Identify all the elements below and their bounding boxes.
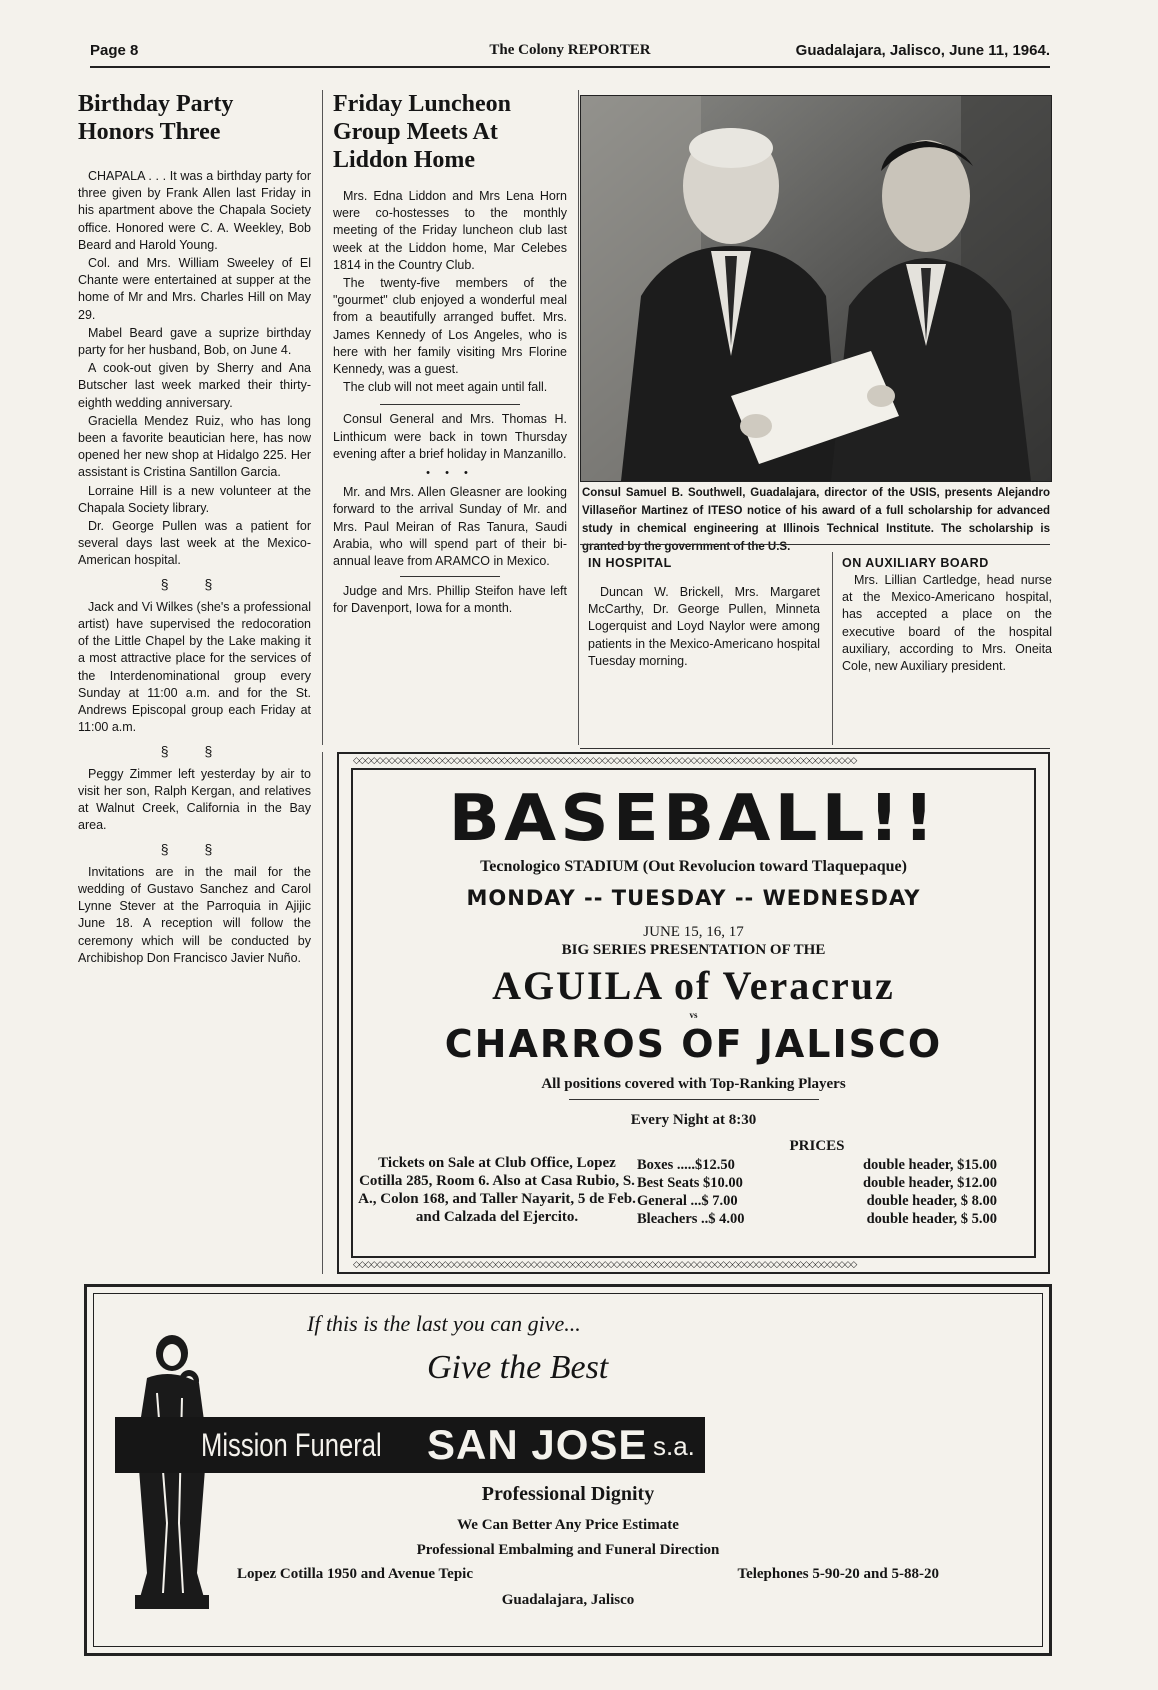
dateline: Guadalajara, Jalisco, June 11, 1964.	[795, 42, 1050, 59]
divider	[580, 544, 1050, 545]
paragraph: Peggy Zimmer left yesterday by air to visit her son, Ralph Kergan, and relatives at Walnut Creek, California in the Bay area.	[78, 766, 311, 833]
price-row	[637, 1174, 997, 1192]
baseball-title: BASEBALL!!	[448, 782, 939, 856]
divider	[569, 1099, 819, 1100]
ad-line1: If this is the last you can give...	[307, 1311, 581, 1336]
column-rule	[832, 552, 833, 745]
luncheon-article	[333, 90, 567, 619]
price-label: Boxes .....$12.50	[637, 1157, 735, 1173]
price-header: double header, $ 5.00	[866, 1211, 997, 1227]
ornament: § §	[160, 575, 229, 592]
phones-line: Telephones 5-90-20 and 5-88-20	[737, 1566, 939, 1582]
paragraph: Lorraine Hill is a new volunteer at the Chapala Society library.	[78, 483, 311, 515]
paragraph: Invitations are in the mail for the wedding of Gustavo Sanchez and Carol Lynne Stever at the Parroquia in Ajijic June 18. A reception will follow the ceremony which will be conducted by Archibishop Don Francisco Javier Nuño.	[78, 864, 311, 965]
auxiliary-article	[842, 556, 1052, 675]
paragraph: The twenty-five members of the "gourmet" club enjoyed a wonderful meal from a beautifully arranged buffet. Mrs. James Kennedy of Los Angeles, who is here with her family visiting Mrs Florine Kennedy, was a guest.	[333, 276, 567, 377]
series-line: BIG SERIES PRESENTATION OF THE	[561, 942, 826, 958]
hospital-article	[588, 556, 820, 670]
address-line: Lopez Cotilla 1950 and Avenue Tepic	[237, 1566, 474, 1582]
funeral-ad	[84, 1284, 1052, 1656]
column-rule	[322, 90, 323, 745]
price-header: double header, $15.00	[862, 1157, 997, 1173]
page-number: Page 8	[90, 42, 139, 59]
ad-line2: Give the Best	[427, 1349, 609, 1386]
paragraph: Judge and Mrs. Phillip Steifon have left for Davenport, Iowa for a month.	[333, 584, 567, 616]
news-photo	[580, 95, 1052, 482]
embalming-line: Professional Embalming and Funeral Direction	[416, 1542, 720, 1558]
paragraph: A cook-out given by Sherry and Ana Butscher last week marked their thirty-eighth wedding anniversary.	[78, 361, 311, 410]
paragraph: Mabel Beard gave a suprize birthday party for her husband, Bob, on June 4.	[78, 325, 311, 358]
paragraph: Graciella Mendez Ruiz, who has long been a favorite beautician here, has now opened her new shop at Hidalgo 225. Her assistant is Cristina Santillon Garcia.	[78, 413, 311, 480]
ornament: § §	[160, 840, 229, 857]
price-row	[637, 1210, 997, 1228]
vs-label: vs	[689, 1010, 698, 1020]
banner-left: Mission Funeral	[201, 1427, 382, 1463]
divider	[580, 748, 1050, 749]
column-rule	[578, 90, 579, 745]
estimate-line: We Can Better Any Price Estimate	[457, 1517, 679, 1533]
paragraph: Col. and Mrs. William Sweeley of El Chante were entertained at supper at the home of Mr and Mrs. Charles Hill on May 29.	[78, 256, 311, 322]
zigzag-border: ◇◇◇◇◇◇◇◇◇◇◇◇◇◇◇◇◇◇◇◇◇◇◇◇◇◇◇◇◇◇◇◇◇◇◇◇◇◇◇◇◇◇◇◇◇◇◇◇◇◇◇◇◇◇◇◇◇◇◇◇◇◇◇◇◇◇◇◇◇◇◇◇◇◇◇◇◇◇◇◇◇◇◇◇◇	[353, 1260, 857, 1270]
stadium-line: Tecnologico STADIUM (Out Revolucion toward Tlaquepaque)	[480, 858, 907, 875]
divider	[400, 576, 500, 577]
photo-caption: Consul Samuel B. Southwell, Guadalajara, director of the USIS, presents Alejandro Villaseñor Martinez of ITESO notice of his award of a full scholarship for advanced study in chemical engineering at Illinois Technical Institute. The scholarship is granted by the government of the U.S.	[582, 487, 1050, 553]
price-label: Bleachers ..$ 4.00	[637, 1211, 745, 1227]
paragraph: Jack and Vi Wilkes (she's a professional artist) have supervised the redocoration of the Little Chapel by the Lake making it a most attractive place for the services of the Interdenominational group every Sunday at 11:00 a.m. and for the St. Andrews Episcopal group each Friday at 11:00 a.m.	[78, 599, 311, 735]
price-row	[637, 1156, 997, 1174]
paragraph: CHAPALA . . . It was a birthday party for three given by Frank Allen last Friday in his apartment above the Chapala Society office. Honored were C. A. Weekley, Bob Beard and Harold Young.	[78, 169, 311, 252]
hospital-title: IN HOSPITAL	[588, 556, 672, 570]
positions-line: All positions covered with Top-Ranking Players	[541, 1076, 846, 1092]
paragraph: The club will not meet again until fall.	[343, 380, 548, 395]
page-header	[90, 40, 1050, 68]
hospital-text: Duncan W. Brickell, Mrs. Margaret McCarthy, Dr. George Pullen, Minneta Logerquist and Loyd Naylor were among patients in the Mexico-Americano hospital Tuesday morning.	[588, 585, 820, 668]
ornament: • • •	[426, 467, 474, 480]
auxiliary-text: Mrs. Lillian Cartledge, head nurse at the Mexico-Americano hospital, has accepted a place on the executive board of the hospital auxiliary, according to Mrs. Oneita Cole, new Auxiliary president.	[842, 573, 1052, 674]
paragraph: Mrs. Edna Liddon and Mrs Lena Horn were co-hostesses to the monthly meeting of the Friday luncheon club last week at the Liddon home, Mar Celebes 1814 in the Country Club.	[333, 189, 567, 272]
paragraph: Dr. George Pullen was a patient for several days last week at the Mexico-American hospital.	[78, 519, 311, 568]
birthday-headline: Birthday Party Honors Three	[78, 91, 234, 145]
dignity-line: Professional Dignity	[481, 1483, 655, 1505]
banner-right: s.a.	[653, 1431, 695, 1461]
city-line: Guadalajara, Jalisco	[501, 1592, 635, 1608]
night-line: Every Night at 8:30	[630, 1112, 757, 1128]
price-label: General ...$ 7.00	[637, 1193, 738, 1209]
photo-illustration	[581, 96, 1051, 481]
auxiliary-title: ON AUXILIARY BOARD	[842, 556, 989, 570]
divider	[380, 404, 520, 405]
tickets-info: Tickets on Sale at Club Office, Lopez Cotilla 285, Room 6. Also at Casa Rubio, S. A., Colon 168, and Taller Nayarit, 5 de Feb. and Calzada del Ejercito.	[358, 1155, 636, 1225]
paragraph: Mr. and Mrs. Allen Gleasner are looking forward to the arrival Sunday of Mr. and Mrs. Paul Meiran of Ras Tanura, Saudi Arabia, who will spend part of their bi-annual leave from ARAMCO in Mexico.	[333, 485, 567, 569]
team2-line: CHARROS OF JALISCO	[444, 1022, 943, 1066]
team1-line: AGUILA of Veracruz	[492, 963, 895, 1008]
price-row	[637, 1192, 997, 1210]
banner-mid: SAN JOSE	[427, 1421, 648, 1468]
price-header: double header, $ 8.00	[866, 1193, 997, 1209]
days-line: MONDAY -- TUESDAY -- WEDNESDAY	[466, 886, 921, 910]
funeral-banner	[115, 1417, 705, 1473]
luncheon-body	[333, 188, 567, 618]
price-label: Best Seats $10.00	[637, 1175, 743, 1191]
prices-title: PRICES	[789, 1138, 845, 1154]
dates-line: JUNE 15, 16, 17	[643, 924, 744, 940]
baseball-ad	[337, 752, 1050, 1274]
price-header: double header, $12.00	[862, 1175, 997, 1191]
ornament: § §	[160, 742, 229, 759]
paragraph: Consul General and Mrs. Thomas H. Linthicum were back in town Thursday evening after a brief holiday in Manzanillo.	[333, 412, 567, 461]
birthday-article	[78, 90, 311, 968]
prices-table	[637, 1156, 997, 1228]
luncheon-headline: Friday Luncheon Group Meets At Liddon Home	[333, 91, 512, 173]
birthday-body	[78, 168, 311, 967]
zigzag-border: ◇◇◇◇◇◇◇◇◇◇◇◇◇◇◇◇◇◇◇◇◇◇◇◇◇◇◇◇◇◇◇◇◇◇◇◇◇◇◇◇◇◇◇◇◇◇◇◇◇◇◇◇◇◇◇◇◇◇◇◇◇◇◇◇◇◇◇◇◇◇◇◇◇◇◇◇◇◇◇◇◇◇◇◇◇	[353, 756, 857, 766]
newspaper-title: The Colony REPORTER	[489, 42, 651, 58]
